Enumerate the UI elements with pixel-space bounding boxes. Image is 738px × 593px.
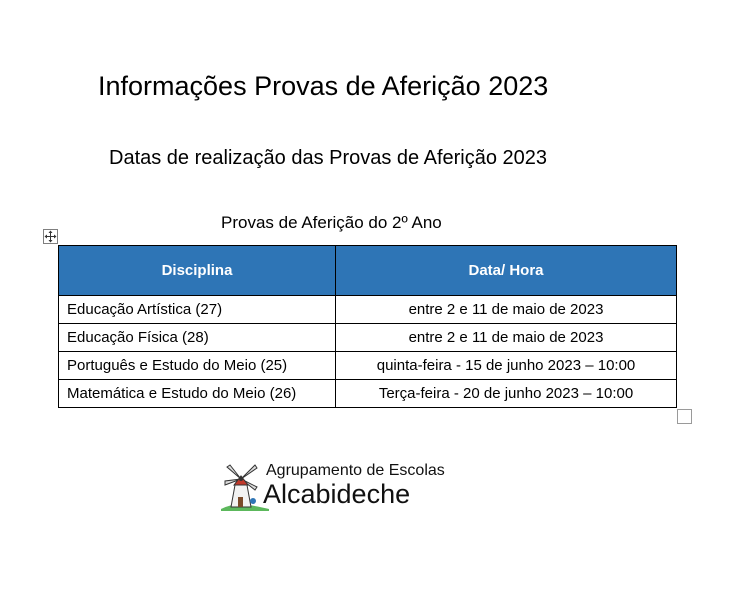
table-row xyxy=(59,352,677,380)
table-row xyxy=(59,380,677,408)
logo-school-name: Alcabideche xyxy=(263,479,411,509)
table-row xyxy=(59,324,677,352)
document-title: Informações Provas de Aferição 2023 xyxy=(98,71,549,101)
windmill-icon xyxy=(221,461,269,511)
date-cell: Terça-feira - 20 de junho 2023 – 10:00 xyxy=(336,380,677,408)
table-header-row xyxy=(59,246,677,296)
discipline-cell: Português e Estudo do Meio (25) xyxy=(59,352,336,380)
column-header-date-time: Data/ Hora xyxy=(336,246,677,296)
logo-org-text: Agrupamento de Escolas xyxy=(266,462,445,479)
table-move-handle-icon[interactable] xyxy=(43,229,58,244)
date-cell: entre 2 e 11 de maio de 2023 xyxy=(336,324,677,352)
table-resize-handle[interactable] xyxy=(677,409,692,424)
date-cell: quinta-feira - 15 de junho 2023 – 10:00 xyxy=(336,352,677,380)
school-logo xyxy=(221,461,466,513)
table-row xyxy=(59,296,677,324)
document-subtitle: Datas de realização das Provas de Aferição 2023 xyxy=(109,147,548,169)
table-caption: Provas de Aferição do 2º Ano xyxy=(221,213,442,232)
date-cell: entre 2 e 11 de maio de 2023 xyxy=(336,296,677,324)
discipline-cell: Educação Física (28) xyxy=(59,324,336,352)
discipline-cell: Educação Artística (27) xyxy=(59,296,336,324)
exam-schedule-table xyxy=(58,245,677,408)
column-header-discipline: Disciplina xyxy=(59,246,336,296)
discipline-cell: Matemática e Estudo do Meio (26) xyxy=(59,380,336,408)
